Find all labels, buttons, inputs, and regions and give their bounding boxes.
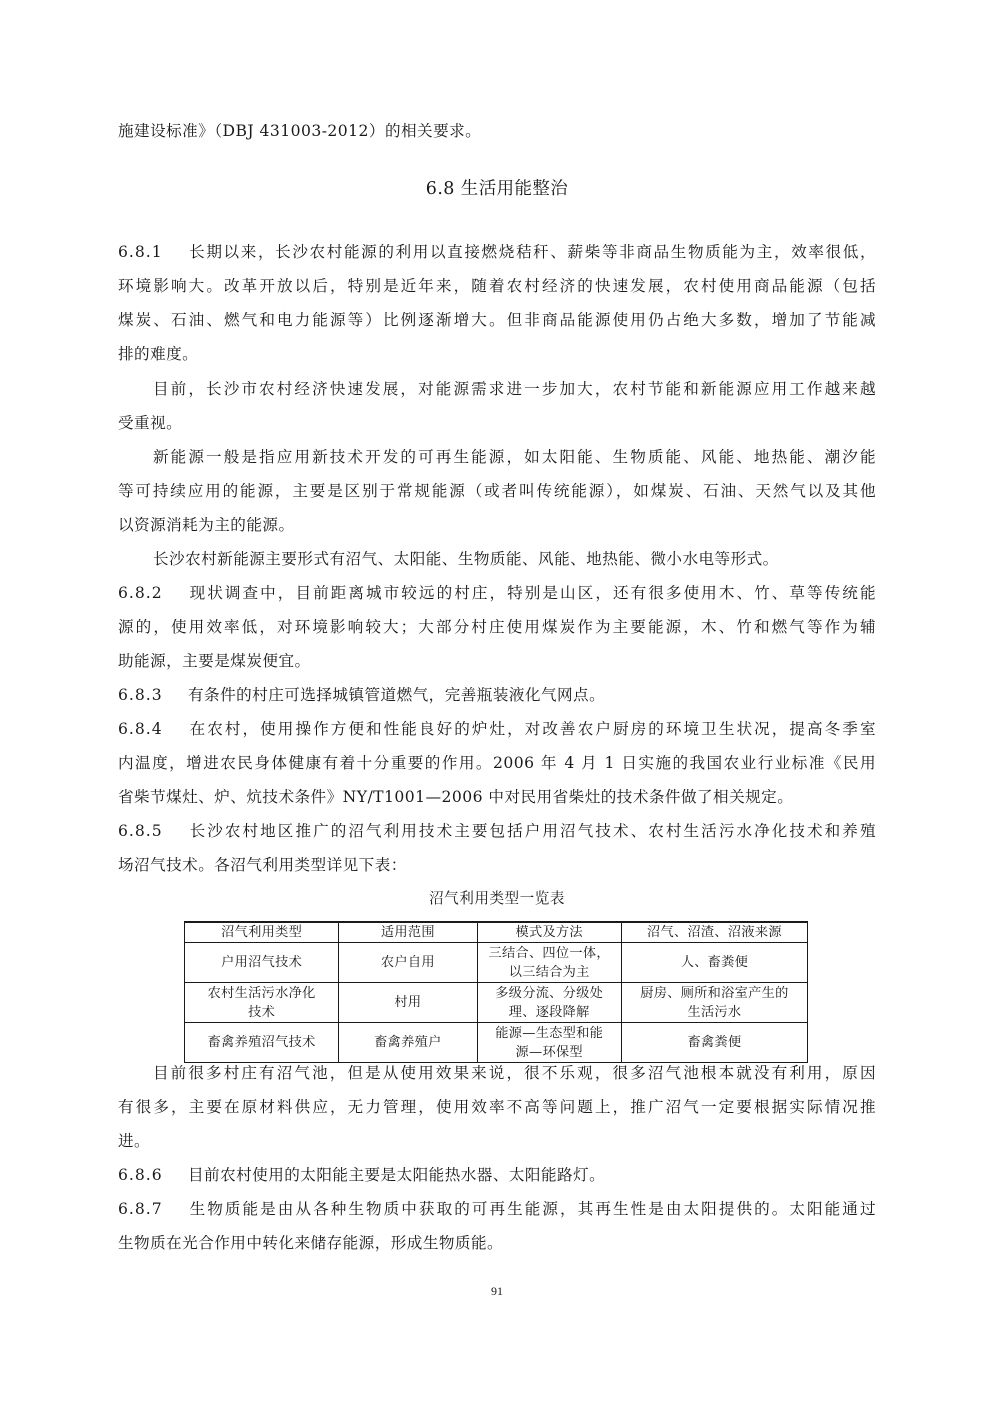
cell-line: 能源—生态型和能 (495, 1025, 604, 1041)
cell-line: 以三结合为主 (508, 964, 590, 980)
table-cell (185, 983, 339, 1023)
paragraph-line: 新能源一般是指应用新技术开发的可再生能源，如太阳能、生物质能、风能、地热能、潮汐能 (153, 448, 876, 466)
clause-number: 6.8.6 (118, 1166, 163, 1184)
paragraph-line: 长沙农村新能源主要形式有沼气、太阳能、生物质能、风能、地热能、微小水电等形式。 (153, 550, 779, 568)
clause-text: 现状调查中，目前距离城市较远的村庄，特别是山区，还有很多使用木、竹、草等传统能 (188, 584, 876, 602)
cell-line: 厨房、厕所和浴室产生的 (640, 985, 789, 1001)
table-header-row (185, 922, 808, 943)
column-header: 适用范围 (339, 922, 477, 943)
table-row (185, 943, 808, 983)
paragraph-line: 煤炭、石油、燃气和电力能源等）比例逐渐增大。但非商品能源使用仍占绝大多数，增加了节能减 (118, 311, 876, 329)
column-header: 沼气利用类型 (185, 922, 339, 943)
paragraph-line: 助能源，主要是煤炭便宜。 (118, 652, 311, 670)
table-caption: 沼气利用类型一览表 (429, 890, 565, 907)
paragraph-line: 场沼气技术。各沼气利用类型详见下表： (118, 856, 407, 874)
table-cell (477, 943, 621, 983)
section-heading: 6.8 生活用能整治 (425, 179, 569, 199)
table-row (185, 983, 808, 1023)
paragraph-line (118, 819, 876, 843)
paragraph-line (118, 1197, 876, 1221)
clause-text: 生物质能是由从各种生物质中获取的可再生能源，其再生性是由太阳提供的。太阳能通过 (188, 1200, 876, 1218)
cell-line: 源—环保型 (515, 1044, 583, 1060)
clause-number: 6.8.2 (118, 584, 163, 602)
paragraph-line: 等可持续应用的能源，主要是区别于常规能源（或者叫传统能源），如煤炭、石油、天然气以及其他 (118, 482, 876, 500)
paragraph-line: 进。 (118, 1132, 151, 1150)
paragraph-line: 以资源消耗为主的能源。 (118, 516, 295, 534)
clause-text: 长期以来，长沙农村能源的利用以直接燃烧秸秆、薪柴等非商品生物质能为主，效率很低， (188, 243, 876, 261)
clause-number: 6.8.1 (118, 243, 163, 261)
cell-line: 技术 (248, 1004, 276, 1020)
paragraph-line: 环境影响大。改革开放以后，特别是近年来，随着农村经济的快速发展，农村使用商品能源（包括 (118, 277, 876, 295)
table-cell: 畜禽养殖户 (339, 1023, 477, 1063)
clause-text: 目前农村使用的太阳能主要是太阳能热水器、太阳能路灯。 (188, 1166, 606, 1184)
biogas-types-table (184, 921, 808, 1063)
table-cell: 村用 (339, 983, 477, 1023)
paragraph-line: 有很多，主要在原材料供应，无力管理，使用效率不高等问题上，推广沼气一定要根据实际情况推 (118, 1098, 876, 1116)
paragraph-line: 目前，长沙市农村经济快速发展，对能源需求进一步加大，农村节能和新能源应用工作越来越 (153, 380, 876, 398)
clause-number: 6.8.4 (118, 720, 163, 738)
clause-number: 6.8.5 (118, 822, 163, 840)
paragraph-line: 生物质在光合作用中转化来储存能源，形成生物质能。 (118, 1234, 504, 1252)
paragraph-line: 目前很多村庄有沼气池，但是从使用效果来说，很不乐观，很多沼气池根本就没有利用，原因 (153, 1064, 876, 1082)
page-number: 91 (491, 1284, 503, 1298)
paragraph-line (118, 683, 605, 707)
clause-number: 6.8.3 (118, 686, 163, 704)
paragraph-line (118, 240, 876, 264)
paragraph-line (118, 1163, 605, 1187)
table-cell: 户用沼气技术 (185, 943, 339, 983)
cell-line: 人、畜粪便 (680, 955, 749, 970)
clause-text: 在农村，使用操作方便和性能良好的炉灶，对改善农户厨房的环境卫生状况，提高冬季室 (188, 720, 876, 738)
cell-line: 畜禽粪便 (687, 1035, 742, 1050)
table-row (185, 1023, 808, 1063)
column-header: 沼气、沼渣、沼液来源 (621, 922, 807, 943)
clause-number: 6.8.7 (118, 1200, 163, 1218)
paragraph-line: 源的，使用效率低，对环境影响较大；大部分村庄使用煤炭作为主要能源，木、竹和燃气等作为辅 (118, 618, 876, 636)
table-cell (477, 983, 621, 1023)
paragraph-line (118, 717, 876, 741)
table-cell: 农户自用 (339, 943, 477, 983)
cell-line: 生活污水 (687, 1004, 742, 1020)
column-header: 模式及方法 (477, 922, 621, 943)
clause-text: 长沙农村地区推广的沼气利用技术主要包括户用沼气技术、农村生活污水净化技术和养殖 (188, 822, 876, 840)
cell-line: 理、逐段降解 (508, 1004, 590, 1020)
paragraph-line (118, 581, 876, 605)
paragraph-line: 施建设标准》（DBJ 431003-2012）的相关要求。 (118, 122, 482, 140)
cell-line: 农村生活污水净化 (207, 985, 316, 1001)
cell-line: 三结合、四位一体， (488, 945, 610, 961)
table-cell (621, 943, 807, 983)
paragraph-line: 内温度，增进农民身体健康有着十分重要的作用。2006 年 4 月 1 日实施的我国农业行业标准《民用 (118, 754, 876, 772)
paragraph-line: 排的难度。 (118, 345, 199, 363)
paragraph-line: 受重视。 (118, 414, 183, 432)
cell-line: 多级分流、分级处 (495, 985, 604, 1001)
table-cell (621, 1023, 807, 1063)
paragraph-line: 省柴节煤灶、炉、炕技术条件》NY/T1001—2006 中对民用省柴灶的技术条件做了相关规定。 (118, 788, 794, 806)
table-cell (477, 1023, 621, 1063)
table-cell: 畜禽养殖沼气技术 (185, 1023, 339, 1063)
table-cell (621, 983, 807, 1023)
clause-text: 有条件的村庄可选择城镇管道燃气，完善瓶装液化气网点。 (188, 686, 606, 704)
